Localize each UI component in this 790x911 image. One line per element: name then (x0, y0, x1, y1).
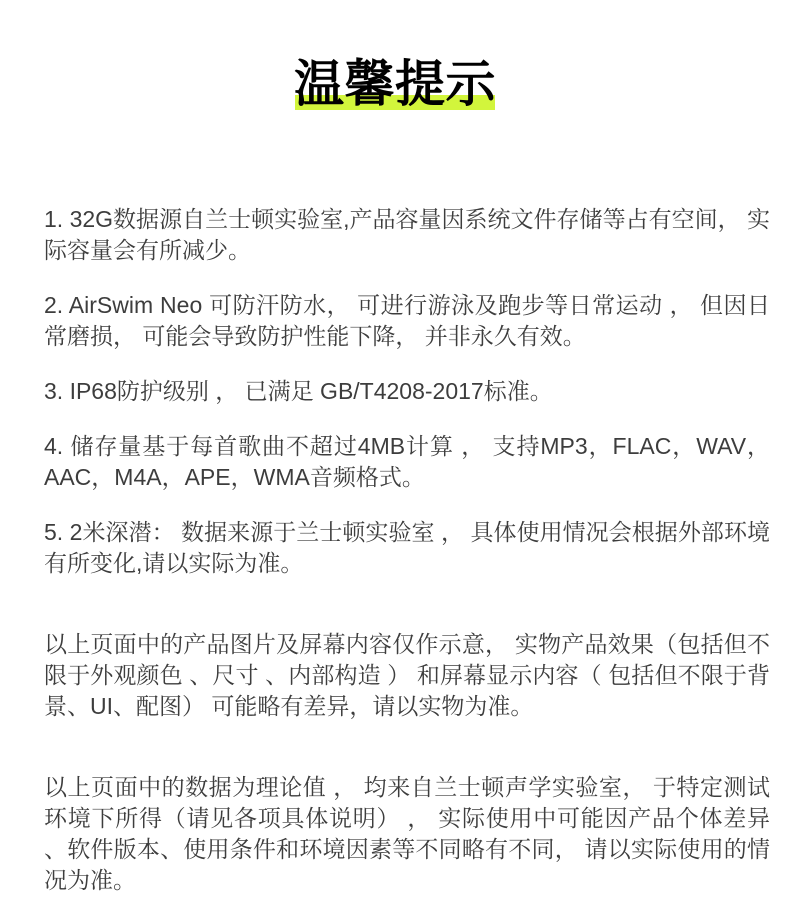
disclaimer-data: 以上页面中的数据为理论值 ， 均来自兰士顿声学实验室， 于特定测试环境下所得（请见各项具体说明） ， 实际使用中可能因产品个体差异 、软件版本、使用条件和环境因素等不同略有不同， 请以实际使用的情况为准。 (44, 774, 770, 893)
note-item-1: 1. 32G数据源自兰士顿实验室,产品容量因系统文件存储等占有空间， 实际容量会有所减少。 (44, 206, 770, 263)
note-item-5: 5. 2米深潜： 数据来源于兰士顿实验室 ， 具体使用情况会根据外部环境有所变化,请以实际为准。 (44, 519, 770, 576)
page-title (294, 54, 496, 114)
page-title-text: 温馨提示 (294, 56, 496, 112)
note-item-2: 2. AirSwim Neo 可防汗防水， 可进行游泳及跑步等日常运动 ， 但因日常磨损， 可能会导致防护性能下降， 并非永久有效。 (44, 292, 770, 349)
note-item-3: 3. IP68防护级别 ， 已满足 GB/T4208-2017标准。 (44, 378, 553, 404)
disclaimer-images: 以上页面中的产品图片及屏幕内容仅作示意， 实物产品效果（包括但不限于外观颜色 、尺寸 、内部构造 ） 和屏幕显示内容（ 包括但不限于背景、UI、配图） 可能略有差异，请以实物为准。 (44, 631, 770, 719)
note-item-4: 4. 储存量基于每首歌曲不超过4MB计算 ， 支持MP3，FLAC，WAV，AAC，M4A，APE，WMA音频格式。 (44, 433, 770, 490)
notice-content (0, 114, 790, 896)
page-header (0, 0, 790, 114)
